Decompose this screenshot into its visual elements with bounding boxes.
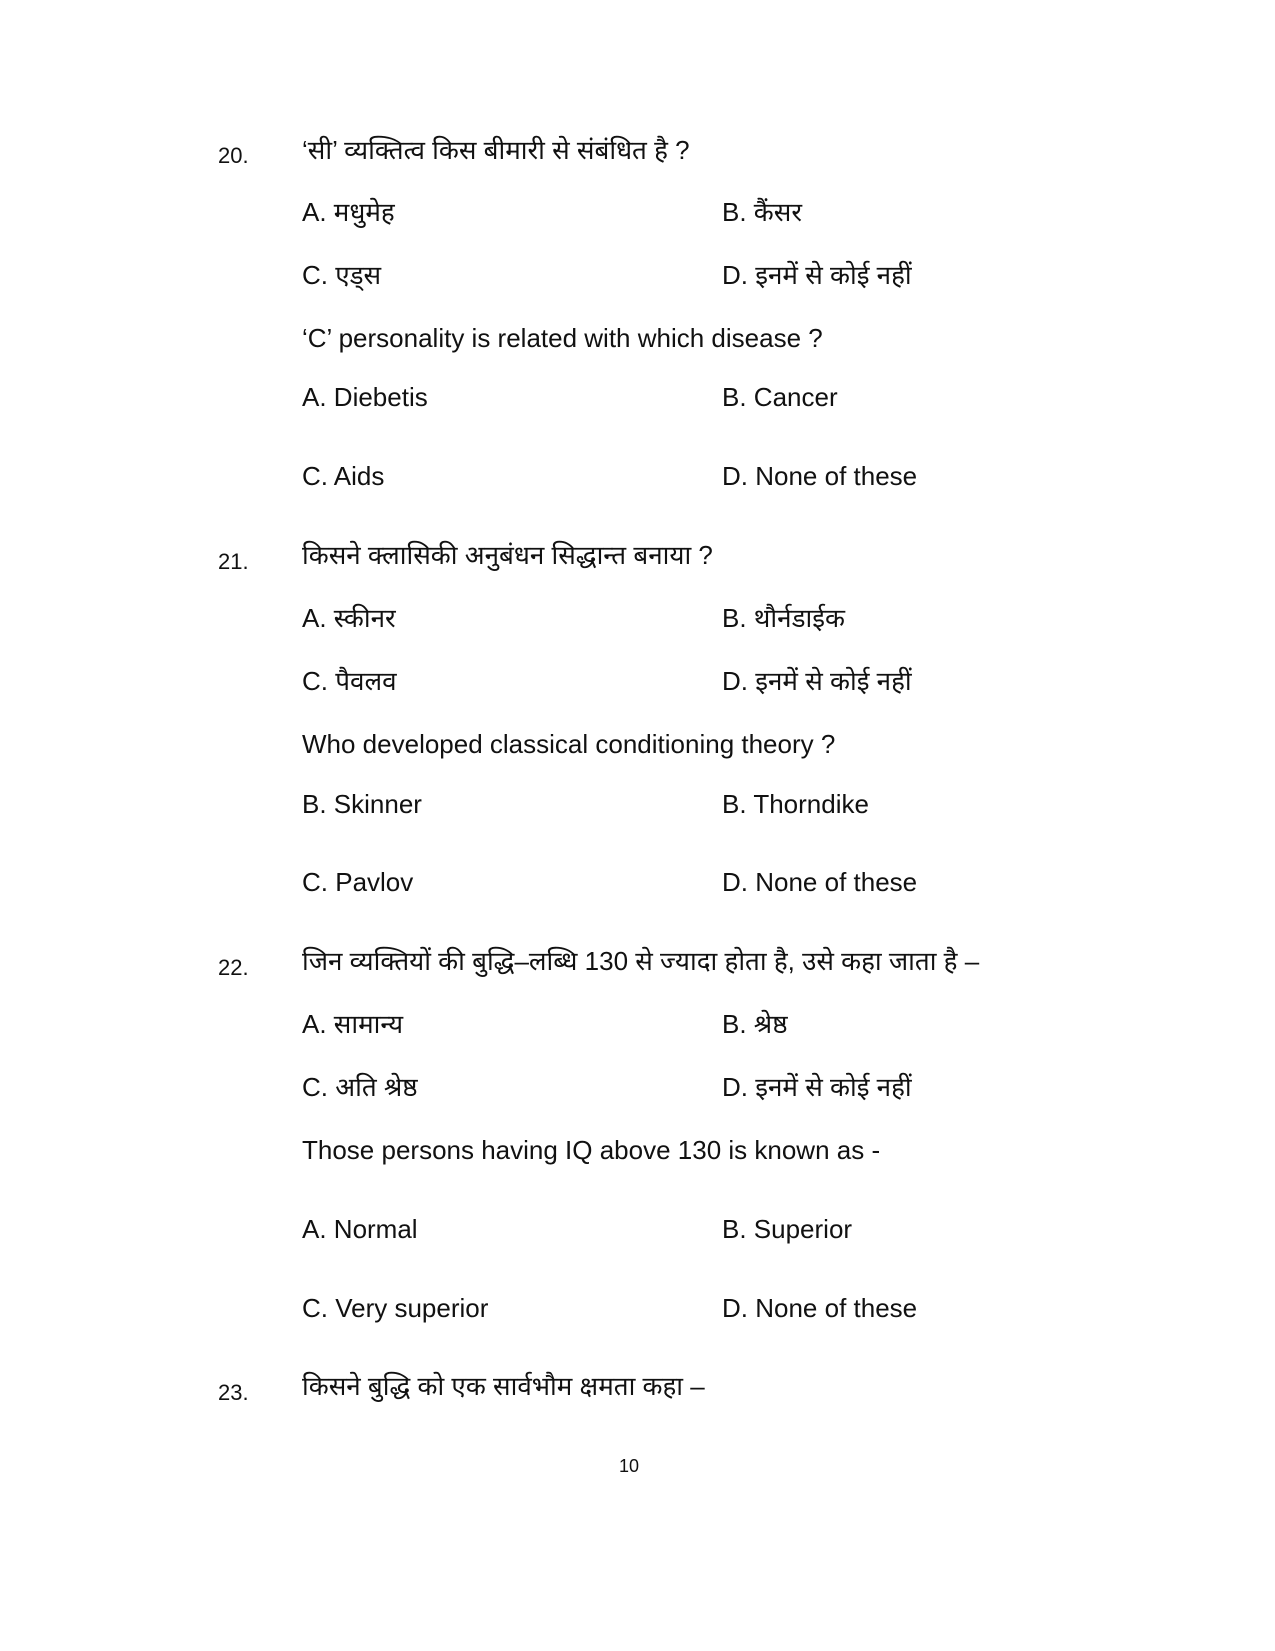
question-20-english-option-b: B. Cancer	[722, 382, 838, 412]
question-20-hindi-option-a: A. मधुमेह	[302, 197, 395, 227]
question-21-hindi-option-a: A. स्कीनर	[302, 603, 396, 633]
question-21-english-option-c: C. Pavlov	[302, 867, 414, 897]
question-22-hindi-option-b: B. श्रेष्ठ	[722, 1009, 788, 1039]
question-20-hindi-option-b: B. कैंसर	[722, 197, 802, 227]
question-22-english-option-d: D. None of these	[722, 1293, 918, 1323]
question-20-hindi-option-d: D. इनमें से कोई नहीं	[722, 260, 912, 290]
question-22-number: 22.	[218, 955, 249, 980]
question-21-english-option-a: B. Skinner	[302, 789, 422, 819]
question-23-number: 23.	[218, 1380, 249, 1405]
question-20-hindi-text: ‘सी’ व्यक्तित्व किस बीमारी से संबंधित है ?	[302, 135, 690, 165]
question-22-english-text: Those persons having IQ above 130 is known as -	[302, 1135, 881, 1165]
question-21-hindi-option-d: D. इनमें से कोई नहीं	[722, 666, 912, 696]
question-21-english-option-d: D. None of these	[722, 867, 918, 897]
question-20-english-option-d: D. None of these	[722, 461, 918, 491]
question-22-hindi-option-d: D. इनमें से कोई नहीं	[722, 1072, 912, 1102]
question-21-english-option-b: B. Thorndike	[722, 789, 869, 819]
question-22-hindi-option-c: C. अति श्रेष्ठ	[302, 1072, 418, 1102]
question-23-hindi-text: किसने बुद्धि को एक सार्वभौम क्षमता कहा –	[302, 1371, 705, 1401]
question-22-english-option-c: C. Very superior	[302, 1293, 489, 1323]
question-21-hindi-option-b: B. थौर्नडाईक	[722, 603, 845, 633]
question-21-hindi-text: किसने क्लासिकी अनुबंधन सिद्धान्त बनाया ?	[302, 540, 713, 570]
page-number: 10	[619, 1456, 640, 1476]
question-22-hindi-option-a: A. सामान्य	[302, 1009, 404, 1039]
question-20-hindi-option-c: C. एड्स	[302, 260, 382, 290]
question-22-hindi-text: जिन व्यक्तियों की बुद्धि–लब्धि 130 से ज्यादा होता है, उसे कहा जाता है –	[302, 946, 980, 976]
question-20-english-text: ‘C’ personality is related with which disease ?	[302, 323, 823, 353]
question-21-number: 21.	[218, 549, 249, 574]
question-22-english-option-b: B. Superior	[722, 1214, 853, 1244]
question-21-english-text: Who developed classical conditioning theory ?	[302, 729, 836, 759]
question-20-english-option-a: A. Diebetis	[302, 382, 428, 412]
question-22-english-option-a: A. Normal	[302, 1214, 418, 1244]
question-20-english-option-c: C. Aids	[302, 461, 385, 491]
question-20-number: 20.	[218, 143, 249, 168]
question-21-hindi-option-c: C. पैवलव	[302, 666, 397, 696]
